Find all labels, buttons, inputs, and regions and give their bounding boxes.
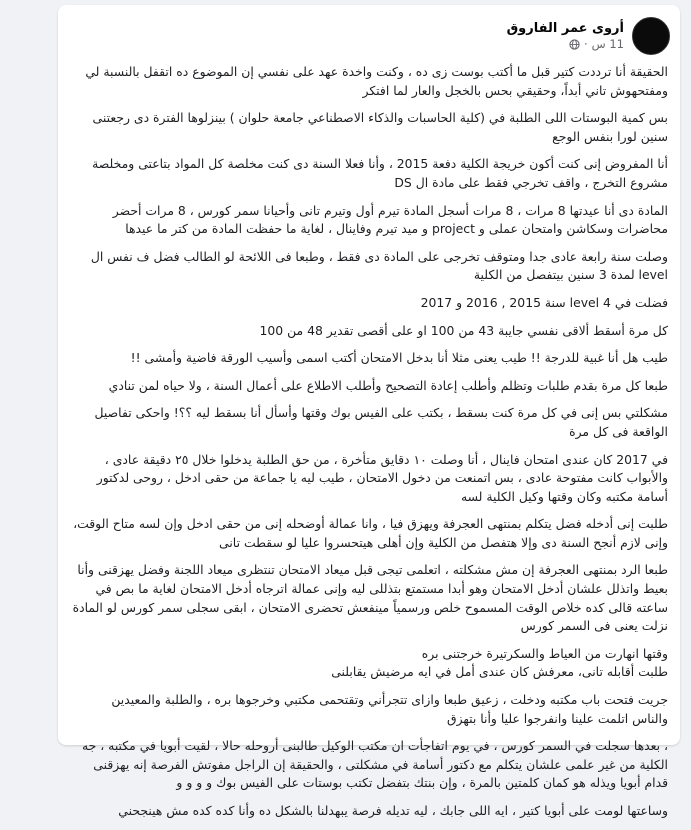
post-paragraph-4: المادة دى أنا عيدتها 8 مرات ، 8 مرات أسجل المادة تيرم أول وتيرم تانى وأحيانا سمر كورس ، 8 مرات أحضر محاضرات وسكاشن وامتحان عملى و project و ميد تيرم وفاينال ، لغاية ما حفظت المادة من كتر ما عيدها (112, 202, 668, 237)
post-paragraph-2: بس كمية البوستات اللى الطلبة في (كلية الحاسبات والذكاء الاصطناعي جامعة حلوان ) بينزلوها الفترة دى رجعتنى سنين لورا بنفس الوجع (92, 110, 668, 144)
author-avatar[interactable] (632, 17, 670, 55)
post-time[interactable]: 11 س (591, 36, 624, 51)
post-header (68, 14, 670, 58)
post-paragraph-5: وصلت سنة رابعة عادى جدا ومتوقف تخرجى على المادة دى فقط ، وطبعا فى اللائحة لو الطالب فضل ف نفس ال level لمدة 3 سنين بيتفصل من الكلية (90, 248, 668, 283)
post-meta (507, 21, 624, 52)
post-subline (507, 37, 624, 51)
post-paragraph-11: في 2017 كان عندى امتحان فاينال ، أنا وصلت ١٠ دقايق متأخرة ، من حق الطلبة يدخلوا خلال ٢٥ دقيقة عادى ، والأبواب كانت مفتوحة عادى ، بس اتمنعت من دخول الامتحان ، طيب ليه يا جماعة من حقى ادخل ، روحى لدكتور أسامة مكتبه وكان وقتها وكيل الكلية لسه (96, 451, 668, 504)
post-paragraph-3: أنا المفروض إنى كنت أكون خريجة الكلية دفعة 2015 ، وأنا فعلا السنة دى كنت مخلصة كل المواد بتاعتى ومخلصة مشروع التخرج ، واقف تخرجي فقط على مادة ال DS (92, 156, 668, 190)
post-paragraph-13: طبعا الرد بمنتهى العجرفة إن مش مشكلته ، اتعلمى تيجى قبل ميعاد الامتحان تنتظرى ميعاد اللجنة وفضل يهزقنى وأنا بعيط واتذلل علشان أدخل الامتحان وهو أبدا مستمتع بتذللى ليه وإنى عمالة اترجاه أدخل الامتحان لغاية ما بص في ساعته قالى كده خلاص الوقت المسموح خلص ورسمياً مينفعش تحضرى الامتحان ، ابقى سجلى سمر كورس لو المادة نزلت يعنى فى السمر كورس (72, 562, 668, 634)
author-name[interactable]: أروى عمر الفاروق (506, 20, 624, 36)
meta-separator: · (584, 36, 588, 51)
post-paragraph-12: طلبت إنى أدخله فضل يتكلم بمنتهى العجرفة ويهزق فيا ، وانا عمالة أوضحله إنى من حقى ادخل وإن لسه متاح الوقت، وإنى لازم أنجح السنة دى وإلا هتفصل من الكلية وإن أهلى هيتحسروا عليا لو سقطت تانى (73, 516, 668, 550)
post-paragraph-15: جريت فتحت باب مكتبه ودخلت ، زعيق طبعا وازاى تتجرأني وتقتحمى مكتبي وخرجوها بره ، والطلبة والمعيدين والناس اتلمت علينا وانفرجوا عليا وأنا بتهزق (111, 692, 668, 726)
post-paragraph-17: وساعتها لومت على أبويا كتير ، ايه اللى جابك ، ليه تديله فرصة يبهدلنا بالشكل ده وأنا كده كده مش هينجحني (118, 803, 668, 818)
post-paragraph-14: وقتها انهارت من العياط والسكرتيرة خرجتنى بره طلبت أقابله تانى، معرفش كان عندى أمل في ايه مرضيش يقابلنى (331, 645, 668, 680)
post-paragraph-9: طبعا كل مرة بقدم طلبات وتظلم وأطلب إعادة التصحيح وأطلب الاطلاع على أعمال السنة ، ولا حياه لمن تنادي (108, 377, 668, 393)
facebook-post (58, 5, 680, 818)
post-paragraph-16: ، بعدها سجلت في السمر كورس ، في يوم اتفاجأت ان مكتب الوكيل طالبنى أروحله حالا ، لقيت أبويا في مكتبه ، جه الكلية من غير علمى علشان يتكلم مع دكتور أسامة في مشكلتى ، والحقيقة إن الراجل مفوتش الفرصة إنه يهزقنى قدام أبويا ويذله هو كمان كلمتين بالمرة ، وإن بنتك بتفضل تكتب بوستات على الفيس بوك و و و و (82, 738, 668, 791)
post-paragraph-6: فضلت في level 4 سنة 2015 , 2016 و 2017 (420, 294, 668, 310)
post-paragraph-8: طيب هل أنا غبية للدرجة !! طيب يعنى مثلا أنا بدخل الامتحان أكتب اسمى وأسيب الورقة فاضية وأمشى !! (130, 350, 668, 366)
post-paragraph-1: الحقيقة أنا ترددت كتير قبل ما أكتب بوست زى ده ، وكنت واخدة عهد على نفسي إن الموضوع ده اتقفل بالنسبة لي ومفتحهوش تاني أبداً، وحقيقي بحس بالخجل والعار لما افتكر (85, 64, 668, 98)
post-paragraph-7: كل مرة أسقط ألاقى نفسي جايبة 43 من 100 او على أقصى تقدير 48 من 100 (259, 322, 668, 338)
post-body (72, 63, 668, 830)
post-paragraph-10: مشكلتي بس إنى في كل مرة كنت بسقط ، بكتب على الفيس بوك وقتها وأسأل أنا بسقط ليه ؟؟! واحكى تفاصيل الواقعة فى كل مرة (94, 405, 668, 439)
globe-icon[interactable] (569, 39, 580, 50)
